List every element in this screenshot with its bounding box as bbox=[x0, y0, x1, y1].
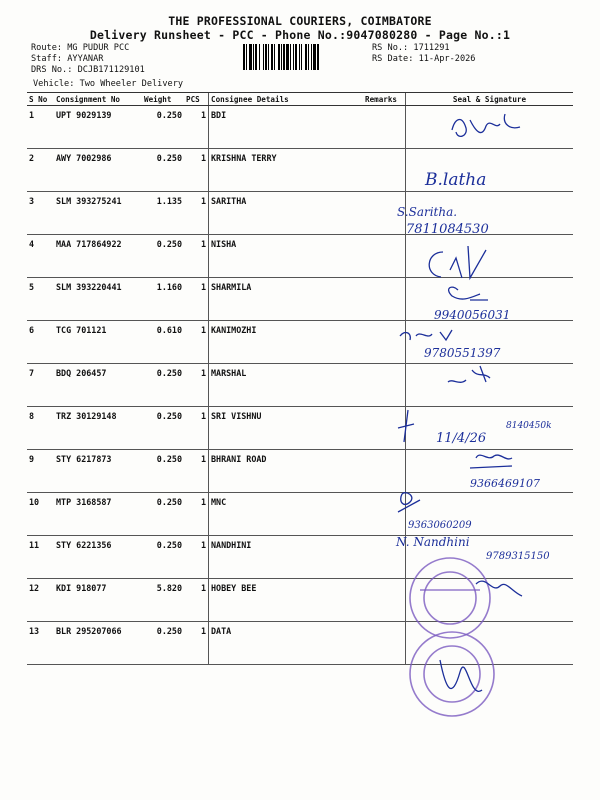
barcode-bar bbox=[268, 44, 269, 70]
cell-remarks bbox=[363, 493, 406, 536]
table-header-row bbox=[27, 93, 573, 106]
cell-sno: 1 bbox=[27, 106, 54, 149]
cell-sno: 2 bbox=[27, 149, 54, 192]
barcode-bar bbox=[281, 44, 282, 70]
cell-consignment: TCG 701121 bbox=[54, 321, 142, 364]
cell-sno: 7 bbox=[27, 364, 54, 407]
cell-weight: 0.250 bbox=[142, 450, 184, 493]
barcode-bar bbox=[274, 44, 275, 70]
runsheet-table bbox=[27, 92, 573, 665]
cell-sno: 4 bbox=[27, 235, 54, 278]
rs-date: RS Date: 11-Apr-2026 bbox=[372, 54, 476, 65]
barcode-bar bbox=[278, 44, 280, 70]
col-pcs: PCS bbox=[184, 93, 209, 106]
table-row bbox=[27, 622, 573, 665]
barcode-bar bbox=[243, 44, 245, 70]
cell-remarks bbox=[363, 450, 406, 493]
cell-consignee: SRI VISHNU bbox=[209, 407, 364, 450]
cell-weight: 0.250 bbox=[142, 493, 184, 536]
signature-row6-line: 9940056031 bbox=[434, 308, 511, 322]
table-row bbox=[27, 106, 573, 149]
table-row bbox=[27, 321, 573, 364]
cell-seal bbox=[406, 278, 574, 321]
barcode-bar bbox=[255, 44, 257, 70]
barcode-bar bbox=[271, 44, 273, 70]
cell-remarks bbox=[363, 364, 406, 407]
barcode-bar bbox=[293, 44, 294, 70]
cell-sno: 13 bbox=[27, 622, 54, 665]
table-row bbox=[27, 235, 573, 278]
signature-row8-date: 11/4/26 bbox=[436, 431, 487, 446]
cell-consignment: MAA 717864922 bbox=[54, 235, 142, 278]
table-row bbox=[27, 364, 573, 407]
cell-pcs: 1 bbox=[184, 149, 209, 192]
table-row bbox=[27, 536, 573, 579]
table-row bbox=[27, 278, 573, 321]
col-consignment: Consignment No bbox=[54, 93, 142, 106]
barcode-bar bbox=[249, 44, 252, 70]
cell-seal bbox=[406, 493, 574, 536]
table-row bbox=[27, 493, 573, 536]
cell-consignee: KRISHNA TERRY bbox=[209, 149, 364, 192]
cell-consignment: STY 6217873 bbox=[54, 450, 142, 493]
drs-number: DRS No.: DCJB171129101 bbox=[31, 65, 145, 76]
cell-consignee: MARSHAL bbox=[209, 364, 364, 407]
table-row bbox=[27, 149, 573, 192]
cell-consignment: MTP 3168587 bbox=[54, 493, 142, 536]
cell-seal bbox=[406, 192, 574, 235]
cell-seal bbox=[406, 235, 574, 278]
cell-sno: 12 bbox=[27, 579, 54, 622]
table-row bbox=[27, 450, 573, 493]
cell-consignment: AWY 7002986 bbox=[54, 149, 142, 192]
cell-pcs: 1 bbox=[184, 321, 209, 364]
cell-remarks bbox=[363, 149, 406, 192]
cell-pcs: 1 bbox=[184, 536, 209, 579]
cell-consignment: SLM 393275241 bbox=[54, 192, 142, 235]
cell-remarks bbox=[363, 106, 406, 149]
signature-row11-top: 9363060209 bbox=[408, 520, 472, 531]
barcode-bar bbox=[305, 44, 307, 70]
signature-row3-phone: 7811084530 bbox=[406, 222, 489, 237]
cell-seal bbox=[406, 149, 574, 192]
cell-remarks bbox=[363, 622, 406, 665]
company-title: THE PROFESSIONAL COURIERS, COIMBATORE bbox=[168, 14, 432, 28]
cell-pcs: 1 bbox=[184, 278, 209, 321]
cell-pcs: 1 bbox=[184, 493, 209, 536]
col-sno: S No bbox=[27, 93, 54, 106]
barcode-bar bbox=[283, 44, 285, 70]
cell-weight: 1.135 bbox=[142, 192, 184, 235]
cell-consignment: BLR 295207066 bbox=[54, 622, 142, 665]
table-row bbox=[27, 579, 573, 622]
cell-sno: 5 bbox=[27, 278, 54, 321]
cell-consignment: BDQ 206457 bbox=[54, 364, 142, 407]
barcode-bar bbox=[295, 44, 297, 70]
cell-remarks bbox=[363, 321, 406, 364]
barcode-bar bbox=[313, 44, 316, 70]
cell-pcs: 1 bbox=[184, 622, 209, 665]
col-weight: Weight bbox=[142, 93, 184, 106]
signature-row8-note: 8140450k bbox=[506, 421, 552, 431]
signature-row9-phone: 9366469107 bbox=[470, 477, 540, 490]
cell-weight: 0.250 bbox=[142, 149, 184, 192]
cell-sno: 10 bbox=[27, 493, 54, 536]
cell-weight: 0.610 bbox=[142, 321, 184, 364]
cell-sno: 3 bbox=[27, 192, 54, 235]
cell-pcs: 1 bbox=[184, 450, 209, 493]
cell-sno: 11 bbox=[27, 536, 54, 579]
cell-remarks bbox=[363, 278, 406, 321]
cell-consignee: MNC bbox=[209, 493, 364, 536]
cell-consignee: SARITHA bbox=[209, 192, 364, 235]
cell-pcs: 1 bbox=[184, 579, 209, 622]
barcode-bar bbox=[286, 44, 289, 70]
barcode-bar bbox=[265, 44, 267, 70]
runsheet-subtitle: Delivery Runsheet - PCC - Phone No.:9047080280 - Page No.:1 bbox=[89, 28, 511, 42]
barcode-bar bbox=[311, 44, 312, 70]
cell-seal bbox=[406, 106, 574, 149]
cell-consignee: DATA bbox=[209, 622, 364, 665]
barcode-bar bbox=[259, 44, 260, 70]
col-seal: Seal & Signature bbox=[406, 93, 574, 106]
cell-consignment: STY 6221356 bbox=[54, 536, 142, 579]
cell-consignee: KANIMOZHI bbox=[209, 321, 364, 364]
signature-row6-phone: 9780551397 bbox=[424, 346, 501, 360]
barcode-bar bbox=[263, 44, 264, 70]
cell-weight: 0.250 bbox=[142, 536, 184, 579]
cell-pcs: 1 bbox=[184, 407, 209, 450]
barcode-bar bbox=[253, 44, 254, 70]
cell-remarks bbox=[363, 536, 406, 579]
cell-consignee: BDI bbox=[209, 106, 364, 149]
cell-remarks bbox=[363, 579, 406, 622]
cell-remarks bbox=[363, 407, 406, 450]
cell-weight: 0.250 bbox=[142, 407, 184, 450]
cell-remarks bbox=[363, 235, 406, 278]
cell-sno: 6 bbox=[27, 321, 54, 364]
signature-row3-name: S.Saritha. bbox=[397, 205, 458, 219]
barcode-bar bbox=[317, 44, 319, 70]
cell-consignee: NISHA bbox=[209, 235, 364, 278]
signature-row11-phone: 9789315150 bbox=[486, 551, 550, 562]
barcode-bar bbox=[308, 44, 309, 70]
cell-weight: 0.250 bbox=[142, 622, 184, 665]
route-text: Route: MG PUDUR PCC bbox=[31, 43, 130, 53]
rs-number: RS No.: 1711291 bbox=[372, 43, 450, 53]
table-row bbox=[27, 192, 573, 235]
cell-weight: 0.250 bbox=[142, 235, 184, 278]
barcode-bar bbox=[246, 44, 247, 70]
vehicle-text: Vehicle: Two Wheeler Delivery bbox=[33, 79, 184, 89]
cell-consignment: UPT 9029139 bbox=[54, 106, 142, 149]
cell-consignment: KDI 918077 bbox=[54, 579, 142, 622]
signature-row11-name: N. Nandhini bbox=[396, 535, 470, 549]
table-row bbox=[27, 407, 573, 450]
cell-pcs: 1 bbox=[184, 364, 209, 407]
cell-seal bbox=[406, 450, 574, 493]
cell-pcs: 1 bbox=[184, 192, 209, 235]
col-remarks: Remarks bbox=[363, 93, 406, 106]
cell-seal bbox=[406, 321, 574, 364]
cell-consignee: NANDHINI bbox=[209, 536, 364, 579]
staff-text: Staff: AYYANAR bbox=[31, 54, 104, 65]
barcode-bar bbox=[290, 44, 291, 70]
meta-right bbox=[372, 43, 475, 65]
cell-consignment: TRZ 30129148 bbox=[54, 407, 142, 450]
cell-weight: 1.160 bbox=[142, 278, 184, 321]
cell-consignment: SLM 393220441 bbox=[54, 278, 142, 321]
barcode-bar bbox=[299, 44, 300, 70]
cell-sno: 8 bbox=[27, 407, 54, 450]
cell-seal bbox=[406, 407, 574, 450]
cell-consignee: BHRANI ROAD bbox=[209, 450, 364, 493]
barcode-bar bbox=[301, 44, 302, 70]
signature-row2: B.latha bbox=[425, 170, 487, 190]
cell-seal bbox=[406, 364, 574, 407]
cell-weight: 0.250 bbox=[142, 106, 184, 149]
cell-consignee: HOBEY BEE bbox=[209, 579, 364, 622]
cell-remarks bbox=[363, 192, 406, 235]
cell-weight: 0.250 bbox=[142, 364, 184, 407]
cell-pcs: 1 bbox=[184, 106, 209, 149]
cell-weight: 5.820 bbox=[142, 579, 184, 622]
cell-consignee: SHARMILA bbox=[209, 278, 364, 321]
cell-seal bbox=[406, 579, 574, 622]
cell-pcs: 1 bbox=[184, 235, 209, 278]
cell-seal bbox=[406, 622, 574, 665]
col-consignee: Consignee Details bbox=[209, 93, 364, 106]
cell-sno: 9 bbox=[27, 450, 54, 493]
cell-seal bbox=[406, 536, 574, 579]
drs-barcode bbox=[243, 44, 367, 70]
meta-left bbox=[31, 43, 145, 77]
